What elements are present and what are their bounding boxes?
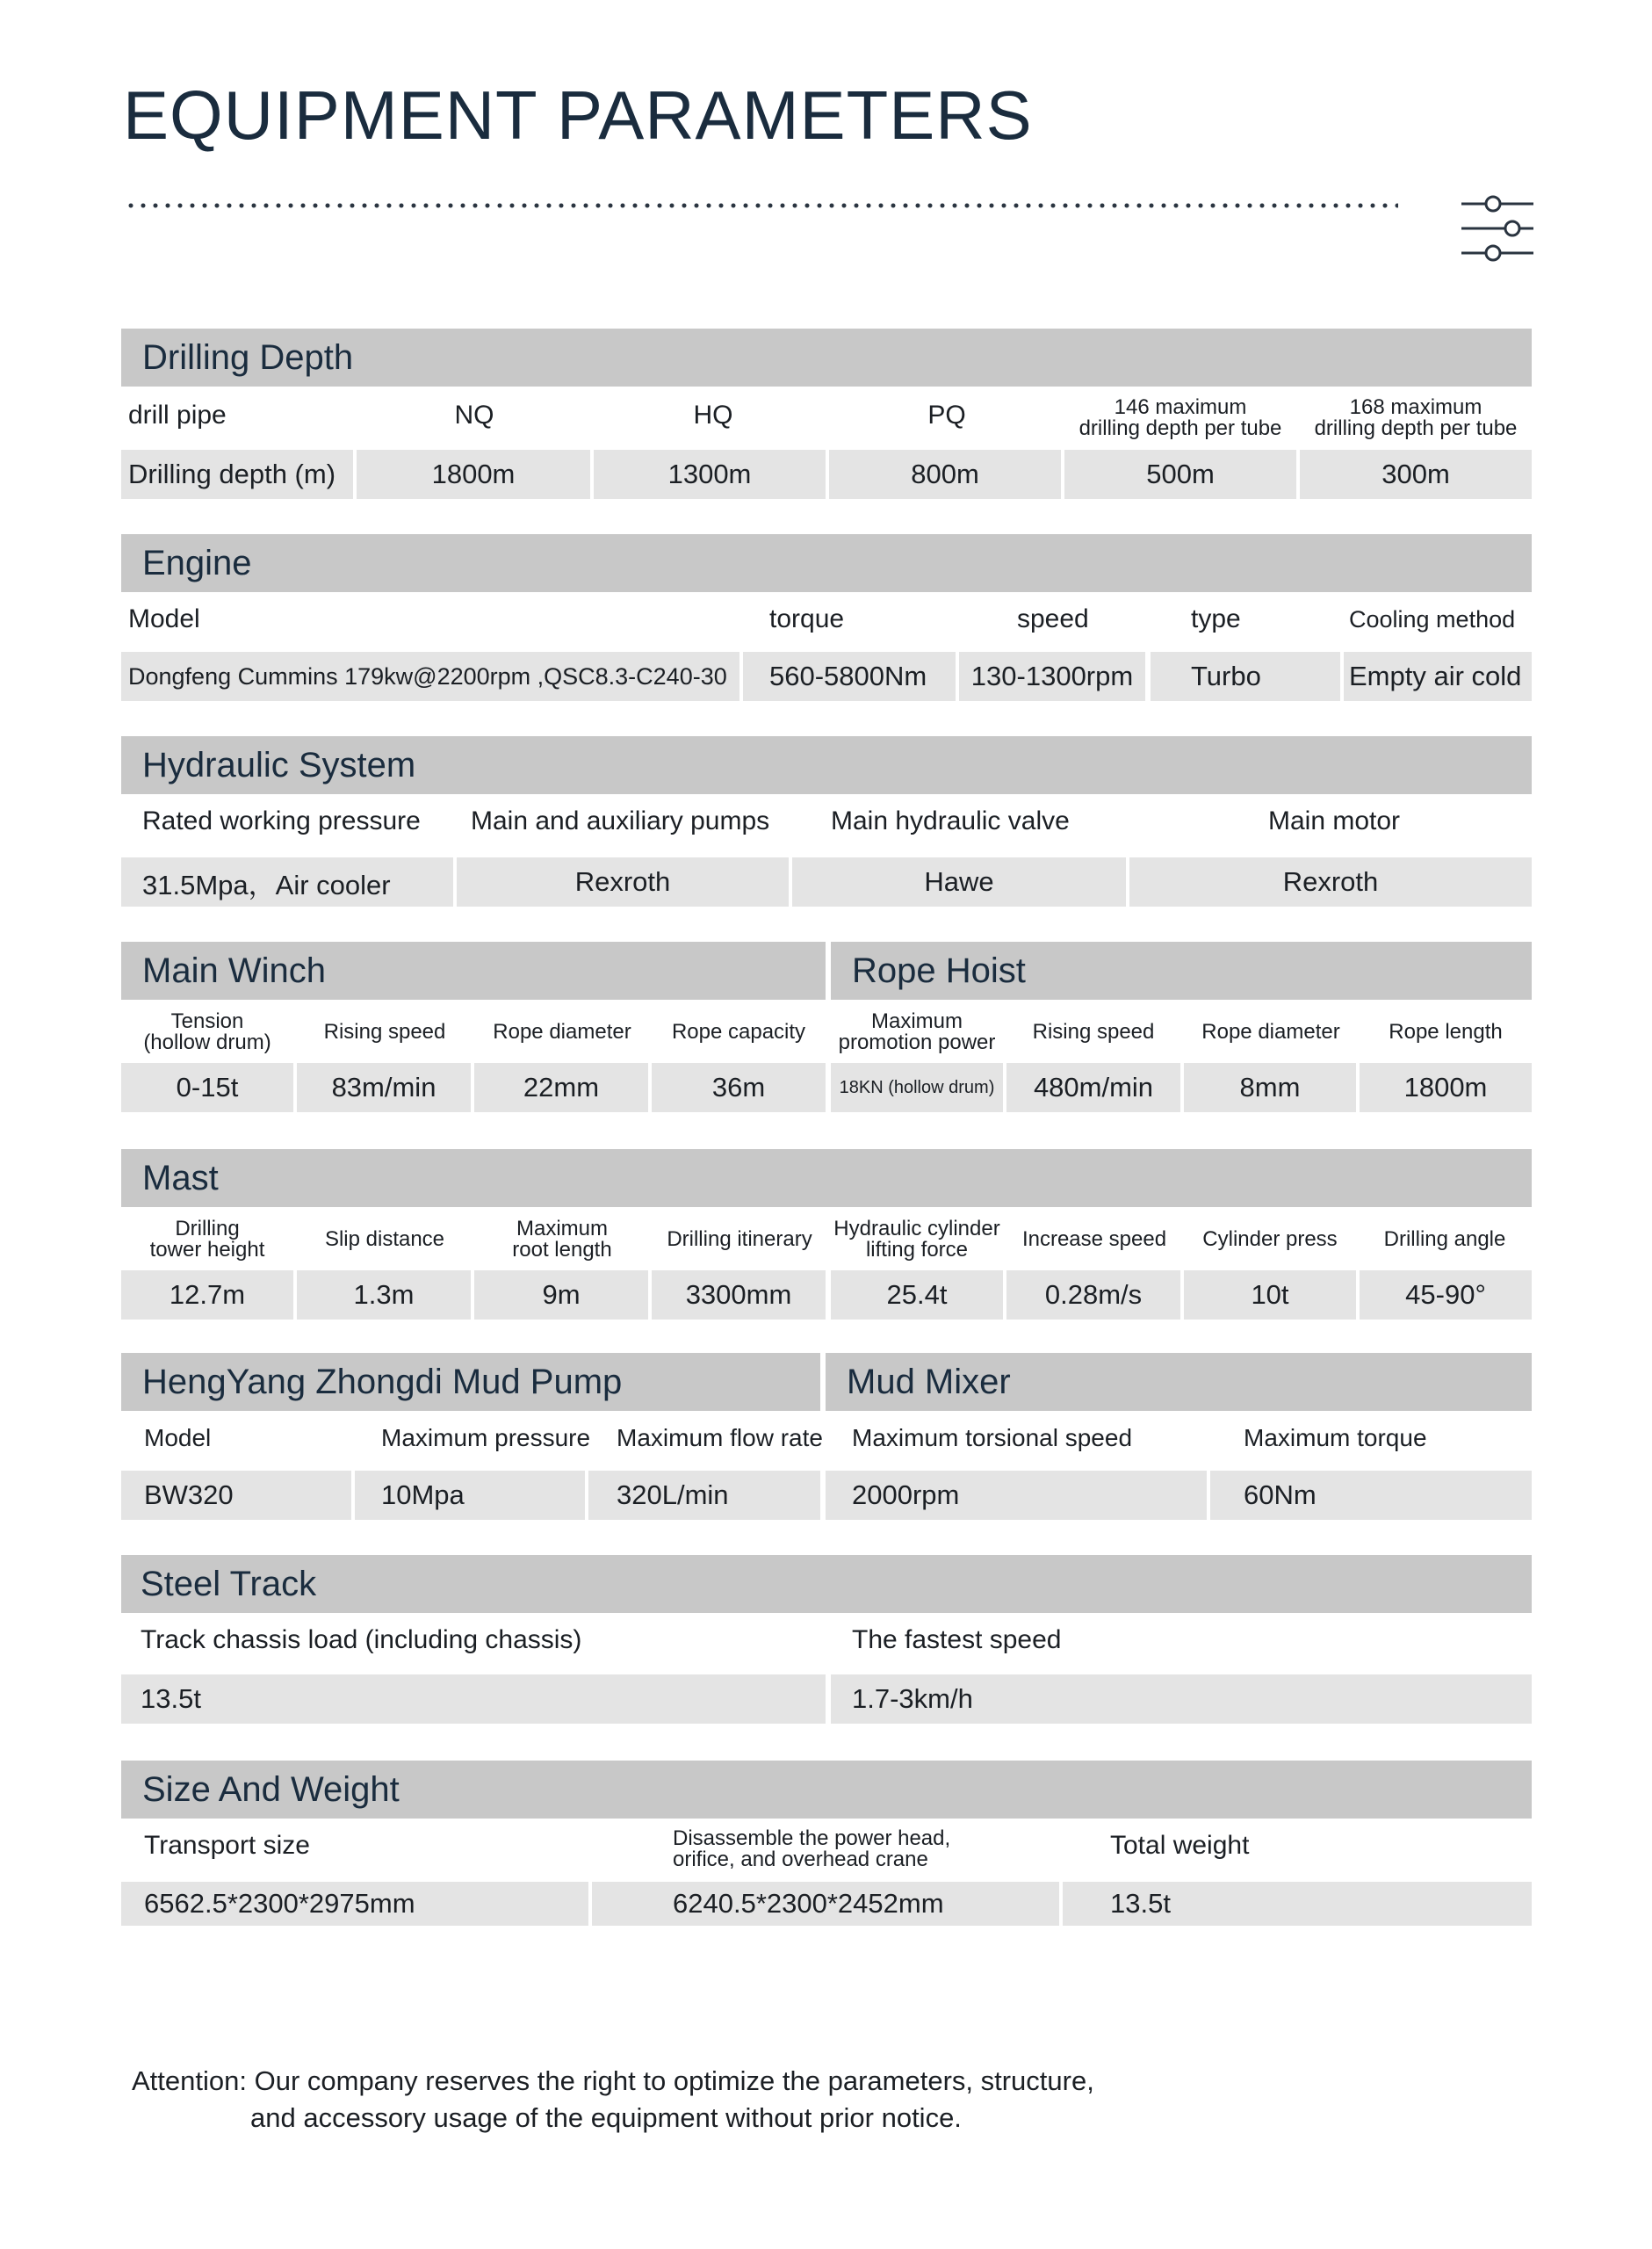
value-pumps: Rexroth xyxy=(457,857,789,907)
value-drilling-itinerary: 3300mm xyxy=(652,1270,826,1320)
value-max-flow: 320L/min xyxy=(588,1471,820,1520)
value-root-length: 9m xyxy=(474,1270,648,1320)
label-promotion-power xyxy=(831,1007,1003,1058)
label-hq: HQ xyxy=(693,401,733,430)
label-pump-model: Model xyxy=(144,1424,212,1451)
value-nq: 1800m xyxy=(357,450,590,499)
value-cylinder-force: 25.4t xyxy=(831,1270,1003,1320)
label-tower-line2: tower height xyxy=(149,1238,265,1262)
label-fastest-speed: The fastest speed xyxy=(852,1625,1062,1654)
value-max-torsional-speed: 2000rpm xyxy=(826,1471,1207,1520)
sliders-icon xyxy=(1458,192,1537,262)
section-heading-drilling-depth: Drilling Depth xyxy=(121,329,1532,387)
label-winch-rope-diameter: Rope diameter xyxy=(493,1020,631,1044)
label-max-pressure: Maximum pressure xyxy=(381,1424,591,1451)
label-disassemble xyxy=(673,1824,1042,1875)
value-rated-pressure: 31.5Mpa，Air cooler xyxy=(121,857,453,907)
value-torque: 560-5800Nm xyxy=(743,652,956,701)
label-146-depth xyxy=(1064,392,1296,445)
label-cylinder-press: Cylinder press xyxy=(1202,1227,1338,1251)
label-drilling-itinerary: Drilling itinerary xyxy=(667,1227,812,1251)
note-line1: Attention: Our company reserves the right to optimize the parameters, structure, xyxy=(132,2065,1094,2096)
value-slip-distance: 1.3m xyxy=(297,1270,471,1320)
value-hoist-rising-speed: 480m/min xyxy=(1006,1063,1180,1112)
value-main-motor: Rexroth xyxy=(1129,857,1532,907)
label-slip-distance: Slip distance xyxy=(324,1227,445,1251)
label-tension xyxy=(121,1007,293,1058)
value-winch-rising-speed: 83m/min xyxy=(297,1063,471,1112)
value-rope-length: 1800m xyxy=(1360,1063,1532,1112)
label-transport-size: Transport size xyxy=(144,1831,310,1860)
value-transport-size: 6562.5*2300*2975mm xyxy=(121,1882,588,1926)
label-total-weight: Total weight xyxy=(1110,1831,1250,1860)
label-power-line1: Maximum xyxy=(870,1009,963,1033)
label-168-line1: 168 maximum xyxy=(1349,395,1482,419)
value-tower-height: 12.7m xyxy=(121,1270,293,1320)
section-heading-mud-pump: HengYang Zhongdi Mud Pump xyxy=(121,1353,820,1411)
label-cylinder-force xyxy=(829,1214,1005,1265)
label-drill-pipe: drill pipe xyxy=(128,401,227,430)
label-tower-line1: Drilling xyxy=(175,1217,240,1240)
section-heading-size-weight: Size And Weight xyxy=(121,1761,1532,1819)
label-model: Model xyxy=(128,604,200,633)
label-type: type xyxy=(1191,604,1241,633)
label-168-line2: drilling depth per tube xyxy=(1314,416,1518,440)
section-heading-mud-mixer: Mud Mixer xyxy=(826,1353,1532,1411)
value-drilling-angle: 45-90° xyxy=(1360,1270,1532,1320)
value-pq: 800m xyxy=(829,450,1061,499)
value-engine-model: Dongfeng Cummins 179kw@2200rpm ,QSC8.3-C240-30 xyxy=(121,652,739,701)
label-torque: torque xyxy=(769,604,845,633)
label-pq: PQ xyxy=(927,401,966,430)
section-heading-steel-track: Steel Track xyxy=(121,1555,1532,1613)
section-heading-engine: Engine xyxy=(121,534,1532,592)
value-max-torque: 60Nm xyxy=(1210,1471,1532,1520)
page-title: EQUIPMENT PARAMETERS xyxy=(123,76,1033,154)
value-max-pressure: 10Mpa xyxy=(355,1471,585,1520)
label-rated-pressure: Rated working pressure xyxy=(142,806,421,835)
label-146-line2: drilling depth per tube xyxy=(1078,416,1282,440)
label-max-flow: Maximum flow rate xyxy=(617,1424,823,1451)
label-nq: NQ xyxy=(454,401,494,430)
dotted-divider xyxy=(125,202,1398,209)
label-drilling-angle: Drilling angle xyxy=(1383,1227,1506,1251)
value-hoist-rope-diameter: 8mm xyxy=(1184,1063,1356,1112)
label-hoist-rising-speed: Rising speed xyxy=(1032,1020,1155,1044)
value-type: Turbo xyxy=(1151,652,1340,701)
section-heading-main-winch: Main Winch xyxy=(121,942,826,1000)
label-tension-line2: (hollow drum) xyxy=(143,1030,271,1054)
value-hydraulic-valve: Hawe xyxy=(792,857,1126,907)
value-fastest-speed: 1.7-3km/h xyxy=(831,1674,1532,1724)
label-track-load: Track chassis load (including chassis) xyxy=(141,1625,582,1654)
section-heading-hydraulic: Hydraulic System xyxy=(121,736,1532,794)
label-cooling-method: Cooling method xyxy=(1349,605,1516,633)
note-line2: and accessory usage of the equipment without prior notice. xyxy=(250,2102,962,2133)
label-increase-speed: Increase speed xyxy=(1021,1227,1167,1251)
value-168: 300m xyxy=(1300,450,1532,499)
section-heading-mast: Mast xyxy=(121,1149,1532,1207)
label-146-line1: 146 maximum xyxy=(1114,395,1247,419)
label-dis-line1: Disassemble the power head, xyxy=(673,1826,951,1850)
value-tension: 0-15t xyxy=(121,1063,293,1112)
label-pumps: Main and auxiliary pumps xyxy=(471,806,770,835)
label-dis-line2: orifice, and overhead crane xyxy=(673,1848,928,1871)
value-cylinder-press: 10t xyxy=(1184,1270,1356,1320)
value-pump-model: BW320 xyxy=(121,1471,351,1520)
value-total-weight: 13.5t xyxy=(1063,1882,1532,1926)
label-max-torsional-speed: Maximum torsional speed xyxy=(852,1424,1133,1451)
label-main-motor: Main motor xyxy=(1268,806,1401,835)
label-root-line2: root length xyxy=(512,1238,612,1262)
value-drilling-depth-label: Drilling depth (m) xyxy=(121,450,353,499)
value-hq: 1300m xyxy=(594,450,826,499)
label-winch-rising-speed: Rising speed xyxy=(323,1020,446,1044)
label-max-torque: Maximum torque xyxy=(1244,1424,1427,1451)
label-168-depth xyxy=(1300,392,1532,445)
value-146: 500m xyxy=(1064,450,1296,499)
label-hydraulic-valve: Main hydraulic valve xyxy=(831,806,1070,835)
label-rope-capacity: Rope capacity xyxy=(671,1020,806,1044)
label-root-length xyxy=(474,1214,650,1265)
label-tension-line1: Tension xyxy=(170,1009,244,1033)
label-cyl-line1: Hydraulic cylinder xyxy=(833,1217,1000,1240)
attention-note xyxy=(132,2063,1094,2137)
value-increase-speed: 0.28m/s xyxy=(1006,1270,1180,1320)
label-tower-height xyxy=(121,1214,293,1265)
label-hoist-rope-diameter: Rope diameter xyxy=(1201,1020,1340,1044)
label-speed: speed xyxy=(1017,604,1089,633)
value-speed: 130-1300rpm xyxy=(959,652,1145,701)
label-root-line1: Maximum xyxy=(516,1217,608,1240)
value-rope-capacity: 36m xyxy=(652,1063,826,1112)
label-power-line2: promotion power xyxy=(838,1030,996,1054)
value-disassemble: 6240.5*2300*2452mm xyxy=(592,1882,1059,1926)
value-track-load: 13.5t xyxy=(121,1674,826,1724)
value-cooling: Empty air cold xyxy=(1344,652,1532,701)
value-promotion-power: 18KN (hollow drum) xyxy=(831,1063,1003,1112)
section-heading-rope-hoist: Rope Hoist xyxy=(831,942,1532,1000)
value-winch-rope-diameter: 22mm xyxy=(474,1063,648,1112)
label-rope-length: Rope length xyxy=(1389,1020,1503,1044)
label-cyl-line2: lifting force xyxy=(865,1238,969,1262)
